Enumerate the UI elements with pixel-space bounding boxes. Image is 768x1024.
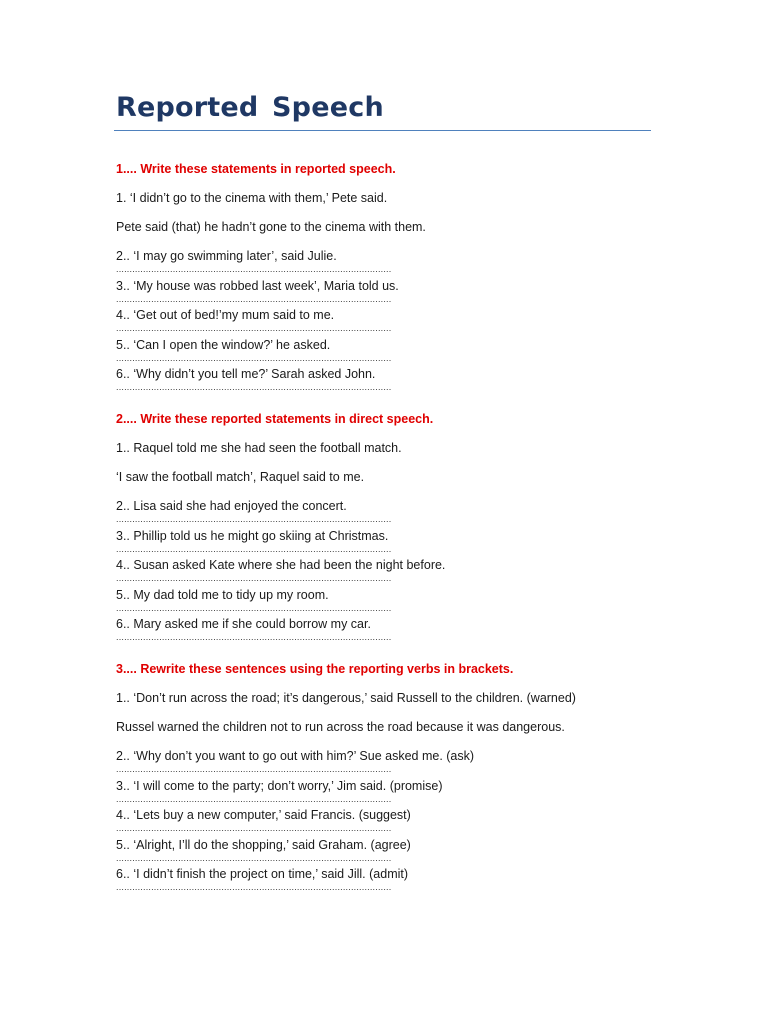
item-text: 5.. ‘Alright, I’ll do the shopping,’ said Graham. (agree) bbox=[116, 837, 411, 852]
answer-line[interactable]: ...................................................................................................... bbox=[116, 882, 392, 893]
answer-line[interactable]: ...................................................................................................... bbox=[116, 852, 392, 863]
answer-line[interactable]: ...................................................................................................... bbox=[116, 632, 392, 643]
answer-line[interactable]: ...................................................................................................... bbox=[116, 543, 392, 554]
answer-line[interactable]: ...................................................................................................... bbox=[116, 323, 392, 334]
exercise-2-item-4 bbox=[116, 557, 656, 587]
item-text: 6.. ‘Why didn’t you tell me?’ Sarah asked John. bbox=[116, 367, 376, 382]
exercise-3-item-6 bbox=[116, 866, 656, 896]
item-text: 2.. ‘Why don’t you want to go out with him?’ Sue asked me. (ask) bbox=[116, 748, 475, 763]
answer-line[interactable]: ...................................................................................................... bbox=[116, 823, 392, 834]
item-text: 5.. My dad told me to tidy up my room. bbox=[116, 587, 329, 602]
item-text: 2.. ‘I may go swimming later’, said Julie. bbox=[116, 249, 337, 263]
exercise-2-item-2 bbox=[116, 498, 656, 528]
exercise-3-example-answer: Russel warned the children not to run across the road because it was dangerous. bbox=[116, 719, 565, 734]
exercise-2-item-6 bbox=[116, 616, 656, 646]
exercise-1 bbox=[116, 161, 656, 396]
exercise-1-example-question: 1. ‘I didn’t go to the cinema with them,’ Pete said. bbox=[116, 191, 388, 205]
exercise-3-item-4 bbox=[116, 807, 656, 837]
item-text: 3.. Phillip told us he might go skiing at Christmas. bbox=[116, 528, 389, 543]
exercise-1-heading: 1.... Write these statements in reported speech. bbox=[116, 162, 396, 176]
answer-line[interactable]: ...................................................................................................... bbox=[116, 763, 392, 774]
exercise-1-item-6 bbox=[116, 366, 656, 396]
exercise-3-example-question: 1.. ‘Don’t run across the road; it’s dangerous,’ said Russell to the children. (warned) bbox=[116, 690, 576, 705]
answer-line[interactable]: ...................................................................................................... bbox=[116, 264, 392, 274]
exercise-1-example-answer: Pete said (that) he hadn’t gone to the cinema with them. bbox=[116, 220, 426, 234]
answer-line[interactable]: ...................................................................................................... bbox=[116, 793, 392, 804]
exercise-2-heading: 2.... Write these reported statements in direct speech. bbox=[116, 411, 434, 426]
item-text: 4.. Susan asked Kate where she had been the night before. bbox=[116, 558, 446, 573]
exercise-2 bbox=[116, 411, 656, 646]
page-title: Reported Speech bbox=[116, 92, 384, 123]
item-text: 6.. ‘I didn’t finish the project on time,’ said Jill. (admit) bbox=[116, 867, 409, 882]
answer-line[interactable]: ...................................................................................................... bbox=[116, 513, 392, 524]
answer-line[interactable]: ...................................................................................................... bbox=[116, 573, 392, 584]
exercise-3-item-3 bbox=[116, 778, 656, 808]
exercise-2-example-answer: ‘I saw the football match’, Raquel said to me. bbox=[116, 469, 365, 484]
exercise-1-item-5 bbox=[116, 337, 656, 367]
answer-line[interactable]: ...................................................................................................... bbox=[116, 293, 392, 304]
item-text: 3.. ‘My house was robbed last week’, Maria told us. bbox=[116, 278, 399, 293]
exercise-1-item-2 bbox=[116, 248, 656, 278]
exercise-2-example-question: 1.. Raquel told me she had seen the football match. bbox=[116, 440, 402, 455]
exercise-3-item-5 bbox=[116, 837, 656, 867]
answer-line[interactable]: ...................................................................................................... bbox=[116, 382, 392, 393]
item-text: 4.. ‘Lets buy a new computer,’ said Francis. (suggest) bbox=[116, 808, 411, 823]
answer-line[interactable]: ...................................................................................................... bbox=[116, 352, 392, 363]
worksheet-page bbox=[116, 88, 656, 896]
answer-line[interactable]: ...................................................................................................... bbox=[116, 602, 392, 613]
exercise-1-item-4 bbox=[116, 307, 656, 337]
item-text: 4.. ‘Get out of bed!’my mum said to me. bbox=[116, 308, 335, 323]
exercise-2-item-3 bbox=[116, 528, 656, 558]
exercise-3-heading: 3.... Rewrite these sentences using the reporting verbs in brackets. bbox=[116, 661, 514, 676]
item-text: 6.. Mary asked me if she could borrow my car. bbox=[116, 617, 371, 632]
item-text: 5.. ‘Can I open the window?’ he asked. bbox=[116, 337, 331, 352]
exercise-2-item-5 bbox=[116, 587, 656, 617]
item-text: 3.. ‘I will come to the party; don’t worry,’ Jim said. (promise) bbox=[116, 778, 443, 793]
exercise-1-item-3 bbox=[116, 278, 656, 308]
item-text: 2.. Lisa said she had enjoyed the concert. bbox=[116, 498, 347, 513]
exercise-3 bbox=[116, 661, 656, 896]
exercise-3-item-2 bbox=[116, 748, 656, 778]
